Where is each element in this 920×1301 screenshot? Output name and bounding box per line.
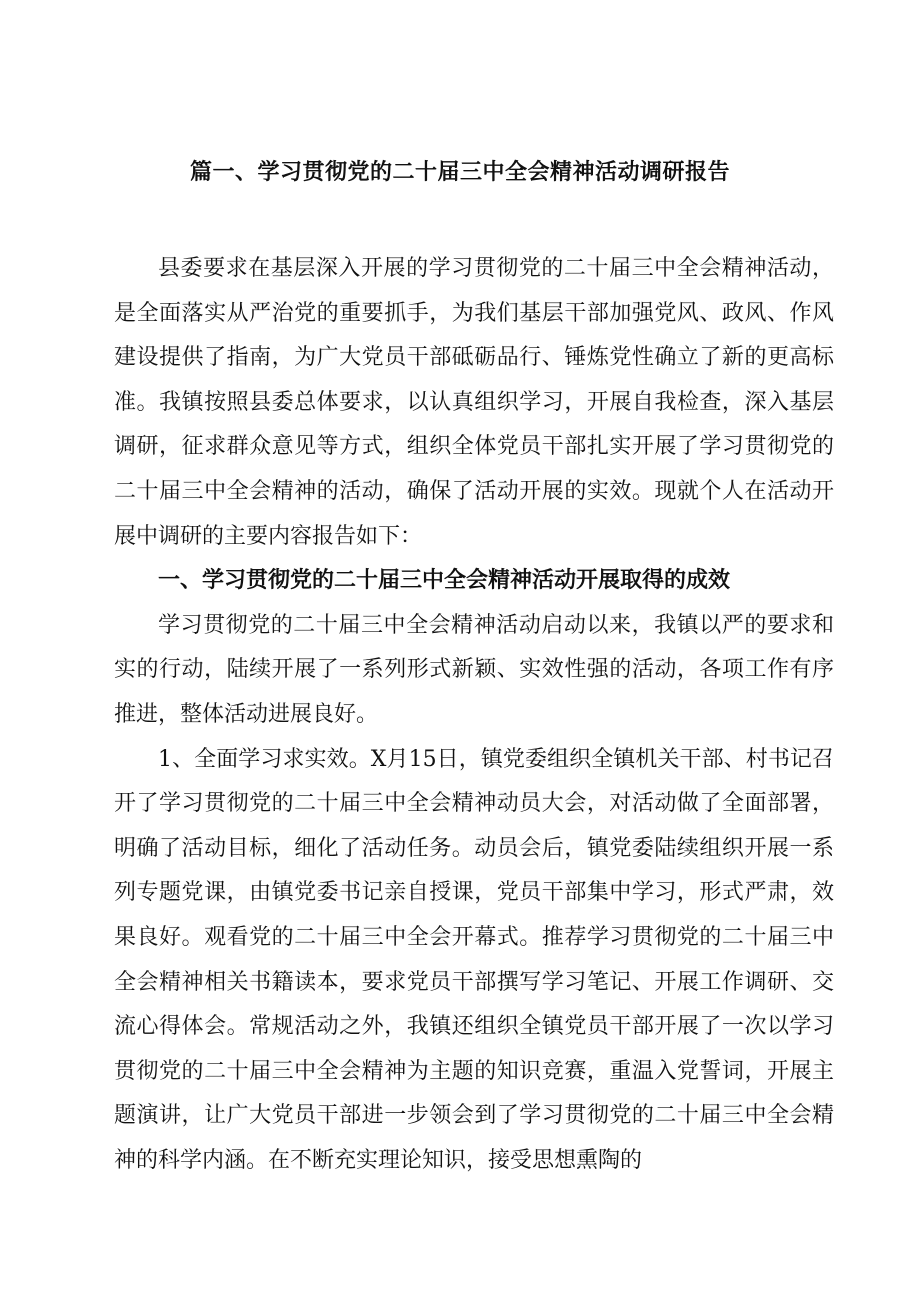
document-title: 篇一、学习贯彻党的二十届三中全会精神活动调研报告: [189, 160, 730, 185]
intro-paragraph: 县委要求在基层深入开展的学习贯彻党的二十届三中全会精神活动，是全面落实从严治党的重要抓手，为我们基层干部加强党风、政风、作风建设提供了指南，为广大党员干部砥砺品行、锤炼党性确立了新的更高标准。我镇按照县委总体要求，以认真组织学习，开展自我检查，深入基层调研，征求群众意见等方式，组织全体党员干部扎实开展了学习贯彻党的二十届三中全会精神的活动，确保了活动开展的实效。现就个人在活动开展中调研的主要内容报告如下：: [114, 256, 834, 549]
section-paragraph: 学习贯彻党的二十届三中全会精神活动启动以来，我镇以严的要求和实的行动，陆续开展了一系列形式新颖、实效性强的活动，各项工作有序推进，整体活动进展良好。: [114, 612, 834, 727]
section-heading: 一、学习贯彻党的二十届三中全会精神活动开展取得的成效: [158, 568, 731, 594]
subsection-paragraph: 1、全面学习求实效。X月15日，镇党委组织全镇机关干部、村书记召开了学习贯彻党的二十届三中全会精神动员大会，对活动做了全面部署，明确了活动目标，细化了活动任务。动员会后，镇党委陆续组织开展一系列专题党课，由镇党委书记亲自授课，党员干部集中学习，形式严肃，效果良好。观看党的二十届三中全会开幕式。推荐学习贯彻党的二十届三中全会精神相关书籍读本，要求党员干部撰写学习笔记、开展工作调研、交流心得体会。常规活动之外，我镇还组织全镇党员干部开展了一次以学习贯彻党的二十届三中全会精神为主题的知识竞赛，重温入党誓词，开展主题演讲，让广大党员干部进一步领会到了学习贯彻党的二十届三中全会精神的科学内涵。在不断充实理论知识，接受思想熏陶的: [114, 746, 834, 1173]
document-body: [114, 247, 834, 1183]
